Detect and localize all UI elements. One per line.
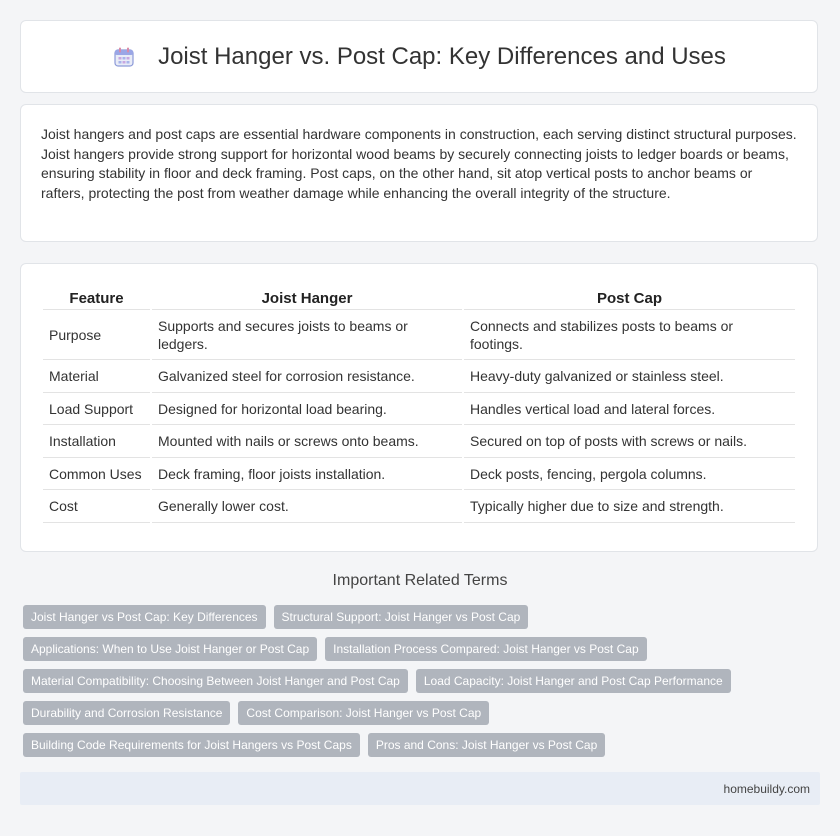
table-cell-feature: Cost xyxy=(43,492,150,523)
table-cell-post-cap: Deck posts, fencing, pergola columns. xyxy=(464,460,795,491)
related-term-tag[interactable]: Pros and Cons: Joist Hanger vs Post Cap xyxy=(368,733,605,757)
related-terms-heading: Important Related Terms xyxy=(332,572,508,589)
related-term-tag[interactable]: Applications: When to Use Joist Hanger or Post Cap xyxy=(23,637,317,661)
table-cell-post-cap: Typically higher due to size and strength. xyxy=(464,492,795,523)
table-cell-feature: Installation xyxy=(43,427,150,458)
related-term-tag[interactable]: Load Capacity: Joist Hanger and Post Cap Performance xyxy=(416,669,731,693)
related-term-tag[interactable]: Cost Comparison: Joist Hanger vs Post Cap xyxy=(238,701,489,725)
related-term-tag[interactable]: Installation Process Compared: Joist Hanger vs Post Cap xyxy=(325,637,646,661)
table-cell-post-cap: Connects and stabilizes posts to beams or footings. xyxy=(464,312,795,360)
table-cell-joist-hanger: Mounted with nails or screws onto beams. xyxy=(152,427,462,458)
column-header-post-cap: Post Cap xyxy=(464,286,795,310)
table-row xyxy=(43,460,795,491)
related-terms-list xyxy=(23,605,823,765)
table-cell-feature: Material xyxy=(43,362,150,393)
table-cell-feature: Load Support xyxy=(43,395,150,426)
column-header-joist-hanger: Joist Hanger xyxy=(152,286,462,310)
table-header-row xyxy=(43,286,795,310)
table-cell-post-cap: Handles vertical load and lateral forces. xyxy=(464,395,795,426)
table-cell-post-cap: Secured on top of posts with screws or nails. xyxy=(464,427,795,458)
footer-site-link[interactable]: homebuildy.com xyxy=(723,781,810,796)
table-cell-feature: Common Uses xyxy=(43,460,150,491)
table-row xyxy=(43,395,795,426)
related-term-tag[interactable]: Structural Support: Joist Hanger vs Post Cap xyxy=(274,605,529,629)
table-cell-post-cap: Heavy-duty galvanized or stainless steel. xyxy=(464,362,795,393)
related-term-tag[interactable]: Building Code Requirements for Joist Hangers vs Post Caps xyxy=(23,733,360,757)
table-row xyxy=(43,312,795,360)
table-cell-joist-hanger: Generally lower cost. xyxy=(152,492,462,523)
related-term-tag[interactable]: Durability and Corrosion Resistance xyxy=(23,701,230,725)
comparison-table xyxy=(41,284,797,525)
calendar-icon xyxy=(112,45,136,69)
table-cell-feature: Purpose xyxy=(43,312,150,360)
footer xyxy=(20,772,820,805)
table-cell-joist-hanger: Designed for horizontal load bearing. xyxy=(152,395,462,426)
comparison-table-card xyxy=(20,263,818,552)
table-cell-joist-hanger: Galvanized steel for corrosion resistance. xyxy=(152,362,462,393)
table-row xyxy=(43,362,795,393)
page-title xyxy=(112,43,726,71)
page-title-text: Joist Hanger vs. Post Cap: Key Differences and Uses xyxy=(158,42,726,70)
table-cell-joist-hanger: Supports and secures joists to beams or ledgers. xyxy=(152,312,462,360)
table-row xyxy=(43,492,795,523)
header-card xyxy=(20,20,818,93)
table-row xyxy=(43,427,795,458)
related-term-tag[interactable]: Joist Hanger vs Post Cap: Key Differences xyxy=(23,605,266,629)
column-header-feature: Feature xyxy=(43,286,150,310)
table-cell-joist-hanger: Deck framing, floor joists installation. xyxy=(152,460,462,491)
intro-paragraph: Joist hangers and post caps are essential hardware components in construction, each serving distinct structural purposes. Joist hangers provide strong support for horizontal wood beams by securely connecting joists to ledger boards or beams, ensuring stability in floor and deck framing. Post caps, on the other hand, sit atop vertical posts to anchor beams or rafters, protecting the post from weather damage while enhancing the overall integrity of the structure. xyxy=(41,126,797,201)
related-term-tag[interactable]: Material Compatibility: Choosing Between Joist Hanger and Post Cap xyxy=(23,669,408,693)
intro-card xyxy=(20,104,818,242)
